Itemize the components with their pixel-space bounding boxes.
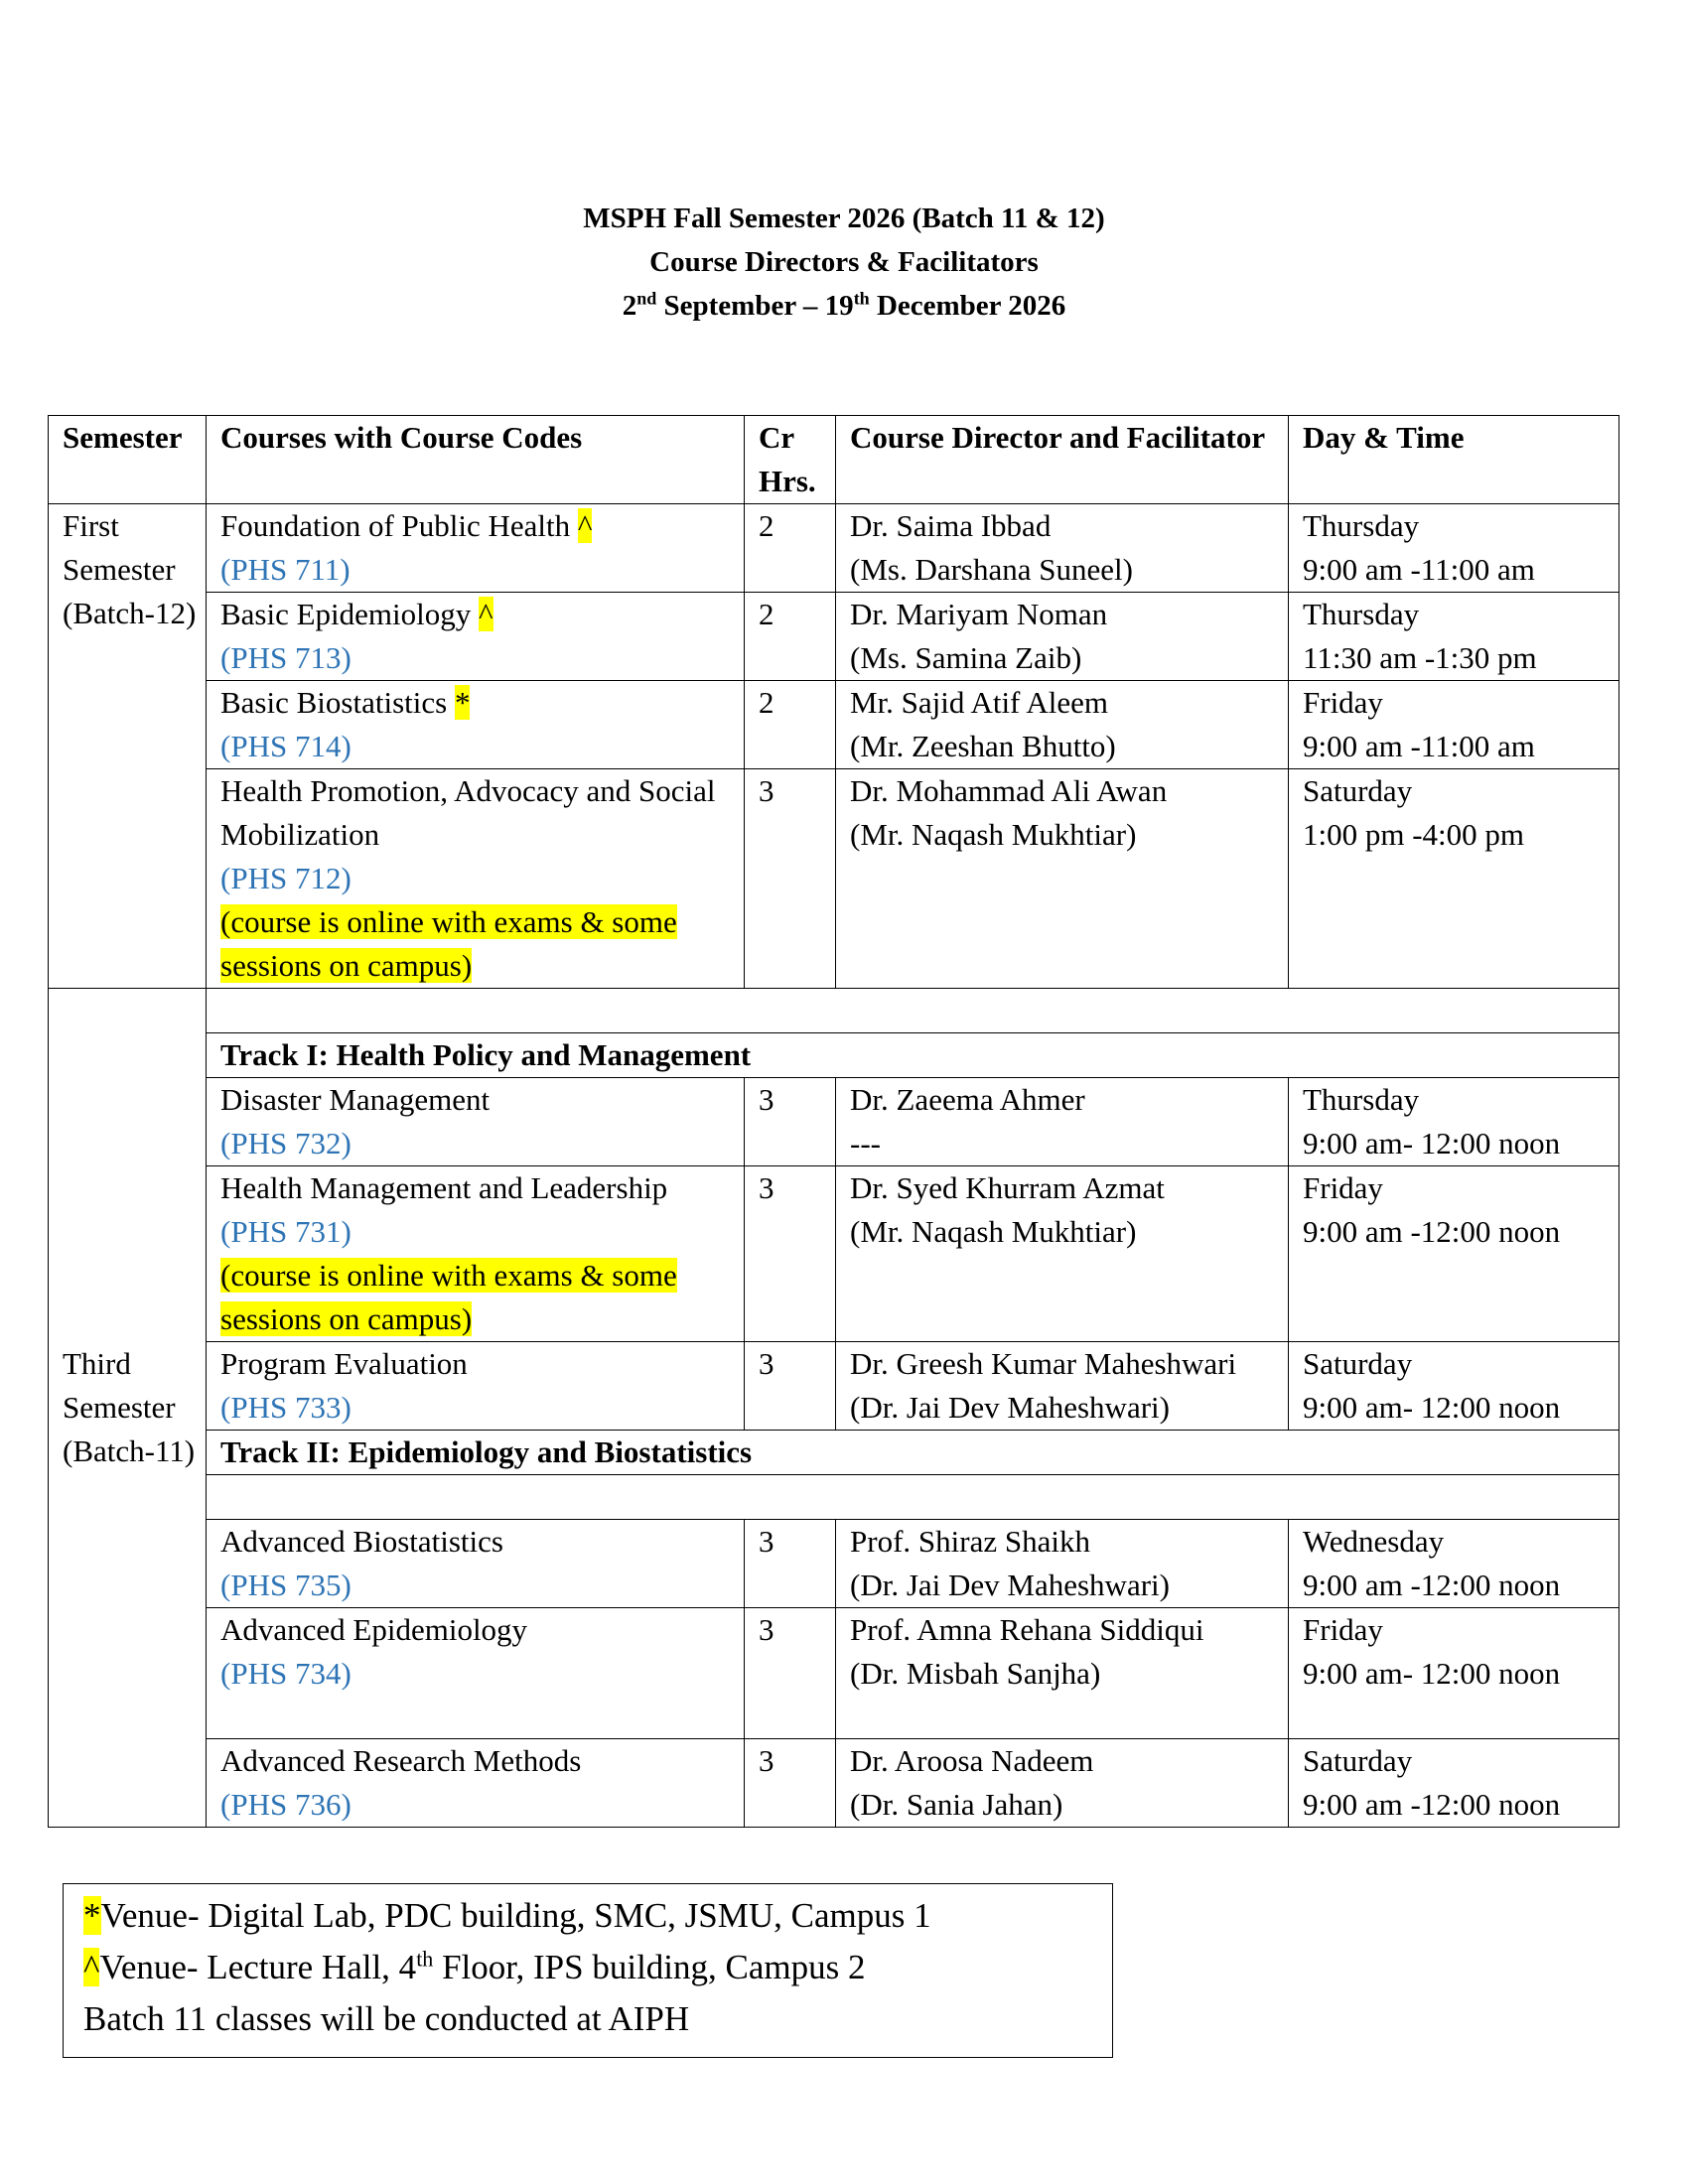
table-row xyxy=(49,1739,1619,1828)
spacer-cell xyxy=(207,1475,1619,1520)
cr-hrs: 3 xyxy=(745,1078,836,1166)
day: Saturday xyxy=(1303,773,1413,808)
time: 11:30 am -1:30 pm xyxy=(1303,640,1537,675)
day-time-cell xyxy=(1289,1078,1619,1166)
start-day: 2 xyxy=(622,290,637,322)
course-name: Health Promotion, Advocacy and Social Mobilization xyxy=(220,773,716,852)
facilitator-name: (Dr. Misbah Sanjha) xyxy=(850,1656,1101,1691)
time: 9:00 am -12:00 noon xyxy=(1303,1214,1561,1249)
time: 9:00 am- 12:00 noon xyxy=(1303,1390,1561,1425)
legend-line-venue-2 xyxy=(83,1942,1112,1993)
end-rest: December 2026 xyxy=(869,290,1066,322)
course-cell xyxy=(207,504,745,593)
course-code: (PHS 731) xyxy=(220,1214,352,1249)
cr-hrs: 3 xyxy=(745,1342,836,1431)
director-name: Dr. Zaeema Ahmer xyxy=(850,1082,1085,1117)
course-name: Advanced Research Methods xyxy=(220,1743,582,1778)
director-name: Dr. Saima Ibbad xyxy=(850,508,1052,543)
venue-mark: * xyxy=(454,685,471,720)
course-code: (PHS 711) xyxy=(220,552,351,587)
legend-text-2a: Venue- Lecture Hall, 4 xyxy=(99,1948,417,1986)
header-semester: Semester xyxy=(49,416,207,504)
course-name: Advanced Epidemiology xyxy=(220,1612,528,1647)
day-time-cell xyxy=(1289,593,1619,681)
table-row xyxy=(49,1520,1619,1608)
cr-hrs: 3 xyxy=(745,1520,836,1608)
table-row xyxy=(49,1078,1619,1166)
course-code: (PHS 732) xyxy=(220,1126,352,1160)
day: Wednesday xyxy=(1303,1524,1445,1559)
director-cell xyxy=(836,504,1289,593)
semester-third-label: Third Semester (Batch-11) xyxy=(49,989,207,1828)
course-code: (PHS 733) xyxy=(220,1390,352,1425)
day: Friday xyxy=(1303,1170,1383,1205)
header-director: Course Director and Facilitator xyxy=(836,416,1289,504)
course-name: Advanced Biostatistics xyxy=(220,1524,503,1559)
course-code: (PHS 713) xyxy=(220,640,352,675)
director-cell xyxy=(836,1078,1289,1166)
spacer-row xyxy=(49,989,1619,1033)
cr-hrs: 2 xyxy=(745,593,836,681)
time: 1:00 pm -4:00 pm xyxy=(1303,817,1525,852)
course-cell xyxy=(207,1739,745,1828)
cr-hrs: 3 xyxy=(745,1608,836,1739)
day-time-cell xyxy=(1289,1166,1619,1342)
day-time-cell xyxy=(1289,1739,1619,1828)
table-row xyxy=(49,1166,1619,1342)
legend-text-2b: Floor, IPS building, Campus 2 xyxy=(433,1948,866,1986)
time: 9:00 am -12:00 noon xyxy=(1303,1568,1561,1602)
header-cr-line1: Cr xyxy=(759,420,795,455)
table-row xyxy=(49,769,1619,989)
day-time-cell xyxy=(1289,504,1619,593)
document-title: MSPH Fall Semester 2026 (Batch 11 & 12) xyxy=(583,203,1105,234)
header-cr-line2: Hrs. xyxy=(759,464,816,498)
track1-title: Track I: Health Policy and Management xyxy=(207,1033,1619,1078)
document-subtitle: Course Directors & Facilitators xyxy=(649,246,1039,278)
director-name: Prof. Amna Rehana Siddiqui xyxy=(850,1612,1204,1647)
table-row xyxy=(49,1342,1619,1431)
header-courses: Courses with Course Codes xyxy=(207,416,745,504)
header-cr-hrs xyxy=(745,416,836,504)
venue-legend xyxy=(63,1883,1113,2058)
course-code: (PHS 735) xyxy=(220,1568,352,1602)
table-row xyxy=(49,593,1619,681)
day: Saturday xyxy=(1303,1346,1413,1381)
legend-line-venue-1 xyxy=(83,1890,1112,1942)
spacer-row xyxy=(49,1475,1619,1520)
director-cell xyxy=(836,1166,1289,1342)
track2-title: Track II: Epidemiology and Biostatistics xyxy=(207,1431,1619,1475)
course-name: Basic Epidemiology xyxy=(220,597,480,631)
director-cell xyxy=(836,1342,1289,1431)
cr-hrs: 2 xyxy=(745,681,836,769)
track-row xyxy=(49,1431,1619,1475)
table-header-row xyxy=(49,416,1619,504)
day-time-cell xyxy=(1289,681,1619,769)
start-month: September – 19 xyxy=(656,290,854,322)
course-name: Basic Biostatistics xyxy=(220,685,455,720)
header-day-time: Day & Time xyxy=(1289,416,1619,504)
time: 9:00 am -11:00 am xyxy=(1303,552,1535,587)
cr-hrs: 2 xyxy=(745,504,836,593)
day: Thursday xyxy=(1303,508,1420,543)
day: Friday xyxy=(1303,685,1383,720)
day: Thursday xyxy=(1303,1082,1420,1117)
online-note-text: (course is online with exams & some sessions on campus) xyxy=(220,904,677,983)
facilitator-name: (Mr. Zeeshan Bhutto) xyxy=(850,729,1116,763)
director-name: Dr. Aroosa Nadeem xyxy=(850,1743,1094,1778)
course-code: (PHS 712) xyxy=(220,861,352,895)
facilitator-name: (Dr. Jai Dev Maheshwari) xyxy=(850,1568,1170,1602)
facilitator-name: (Mr. Naqash Mukhtiar) xyxy=(850,817,1137,852)
director-cell xyxy=(836,1520,1289,1608)
course-name: Health Management and Leadership xyxy=(220,1170,668,1205)
director-name: Dr. Mohammad Ali Awan xyxy=(850,773,1168,808)
course-name: Foundation of Public Health xyxy=(220,508,578,543)
director-name: Mr. Sajid Atif Aleem xyxy=(850,685,1109,720)
document-dates xyxy=(0,284,1688,328)
course-cell xyxy=(207,593,745,681)
director-cell xyxy=(836,1739,1289,1828)
director-name: Dr. Greesh Kumar Maheshwari xyxy=(850,1346,1237,1381)
course-cell xyxy=(207,1166,745,1342)
day: Friday xyxy=(1303,1612,1383,1647)
course-cell xyxy=(207,1078,745,1166)
start-suffix: nd xyxy=(636,288,657,309)
course-cell xyxy=(207,1608,745,1739)
course-cell xyxy=(207,769,745,989)
legend-mark-caret: ^ xyxy=(83,1948,100,1986)
time: 9:00 am -12:00 noon xyxy=(1303,1787,1561,1822)
time: 9:00 am -11:00 am xyxy=(1303,729,1535,763)
table-row xyxy=(49,1608,1619,1739)
course-name: Program Evaluation xyxy=(220,1346,468,1381)
semester-first-label: First Semester (Batch-12) xyxy=(49,504,207,989)
director-cell xyxy=(836,593,1289,681)
end-suffix: th xyxy=(853,288,870,309)
time: 9:00 am- 12:00 noon xyxy=(1303,1656,1561,1691)
facilitator-name: (Ms. Samina Zaib) xyxy=(850,640,1082,675)
day-time-cell xyxy=(1289,1608,1619,1739)
schedule-table xyxy=(48,415,1619,1828)
facilitator-name: (Dr. Sania Jahan) xyxy=(850,1787,1063,1822)
facilitator-name: (Mr. Naqash Mukhtiar) xyxy=(850,1214,1137,1249)
legend-sup: th xyxy=(416,1946,434,1972)
venue-mark: ^ xyxy=(577,508,593,543)
course-cell xyxy=(207,1342,745,1431)
facilitator-name: (Dr. Jai Dev Maheshwari) xyxy=(850,1390,1170,1425)
director-name: Prof. Shiraz Shaikh xyxy=(850,1524,1090,1559)
cr-hrs: 3 xyxy=(745,769,836,989)
day: Saturday xyxy=(1303,1743,1413,1778)
course-name: Disaster Management xyxy=(220,1082,491,1117)
table-row xyxy=(49,504,1619,593)
day: Thursday xyxy=(1303,597,1420,631)
online-note xyxy=(220,900,738,988)
document-header xyxy=(0,197,1688,328)
track-row xyxy=(49,1033,1619,1078)
table-row xyxy=(49,681,1619,769)
course-code: (PHS 736) xyxy=(220,1787,352,1822)
time: 9:00 am- 12:00 noon xyxy=(1303,1126,1561,1160)
spacer-cell xyxy=(207,989,1619,1033)
day-time-cell xyxy=(1289,1342,1619,1431)
course-code: (PHS 734) xyxy=(220,1656,352,1691)
cr-hrs: 3 xyxy=(745,1739,836,1828)
course-cell xyxy=(207,681,745,769)
facilitator-name: --- xyxy=(850,1126,881,1160)
director-cell xyxy=(836,769,1289,989)
facilitator-name: (Ms. Darshana Suneel) xyxy=(850,552,1133,587)
legend-mark-star: * xyxy=(83,1896,101,1935)
director-name: Dr. Mariyam Noman xyxy=(850,597,1108,631)
director-name: Dr. Syed Khurram Azmat xyxy=(850,1170,1165,1205)
legend-text-1: Venue- Digital Lab, PDC building, SMC, JSMU, Campus 1 xyxy=(100,1896,931,1935)
online-note-text: (course is online with exams & some sessions on campus) xyxy=(220,1258,677,1336)
director-cell xyxy=(836,681,1289,769)
course-cell xyxy=(207,1520,745,1608)
venue-mark: ^ xyxy=(479,597,493,631)
day-time-cell xyxy=(1289,1520,1619,1608)
course-code: (PHS 714) xyxy=(220,729,352,763)
director-cell xyxy=(836,1608,1289,1739)
day-time-cell xyxy=(1289,769,1619,989)
cr-hrs: 3 xyxy=(745,1166,836,1342)
legend-line-batch: Batch 11 classes will be conducted at AIPH xyxy=(83,1999,690,2038)
online-note xyxy=(220,1254,738,1341)
